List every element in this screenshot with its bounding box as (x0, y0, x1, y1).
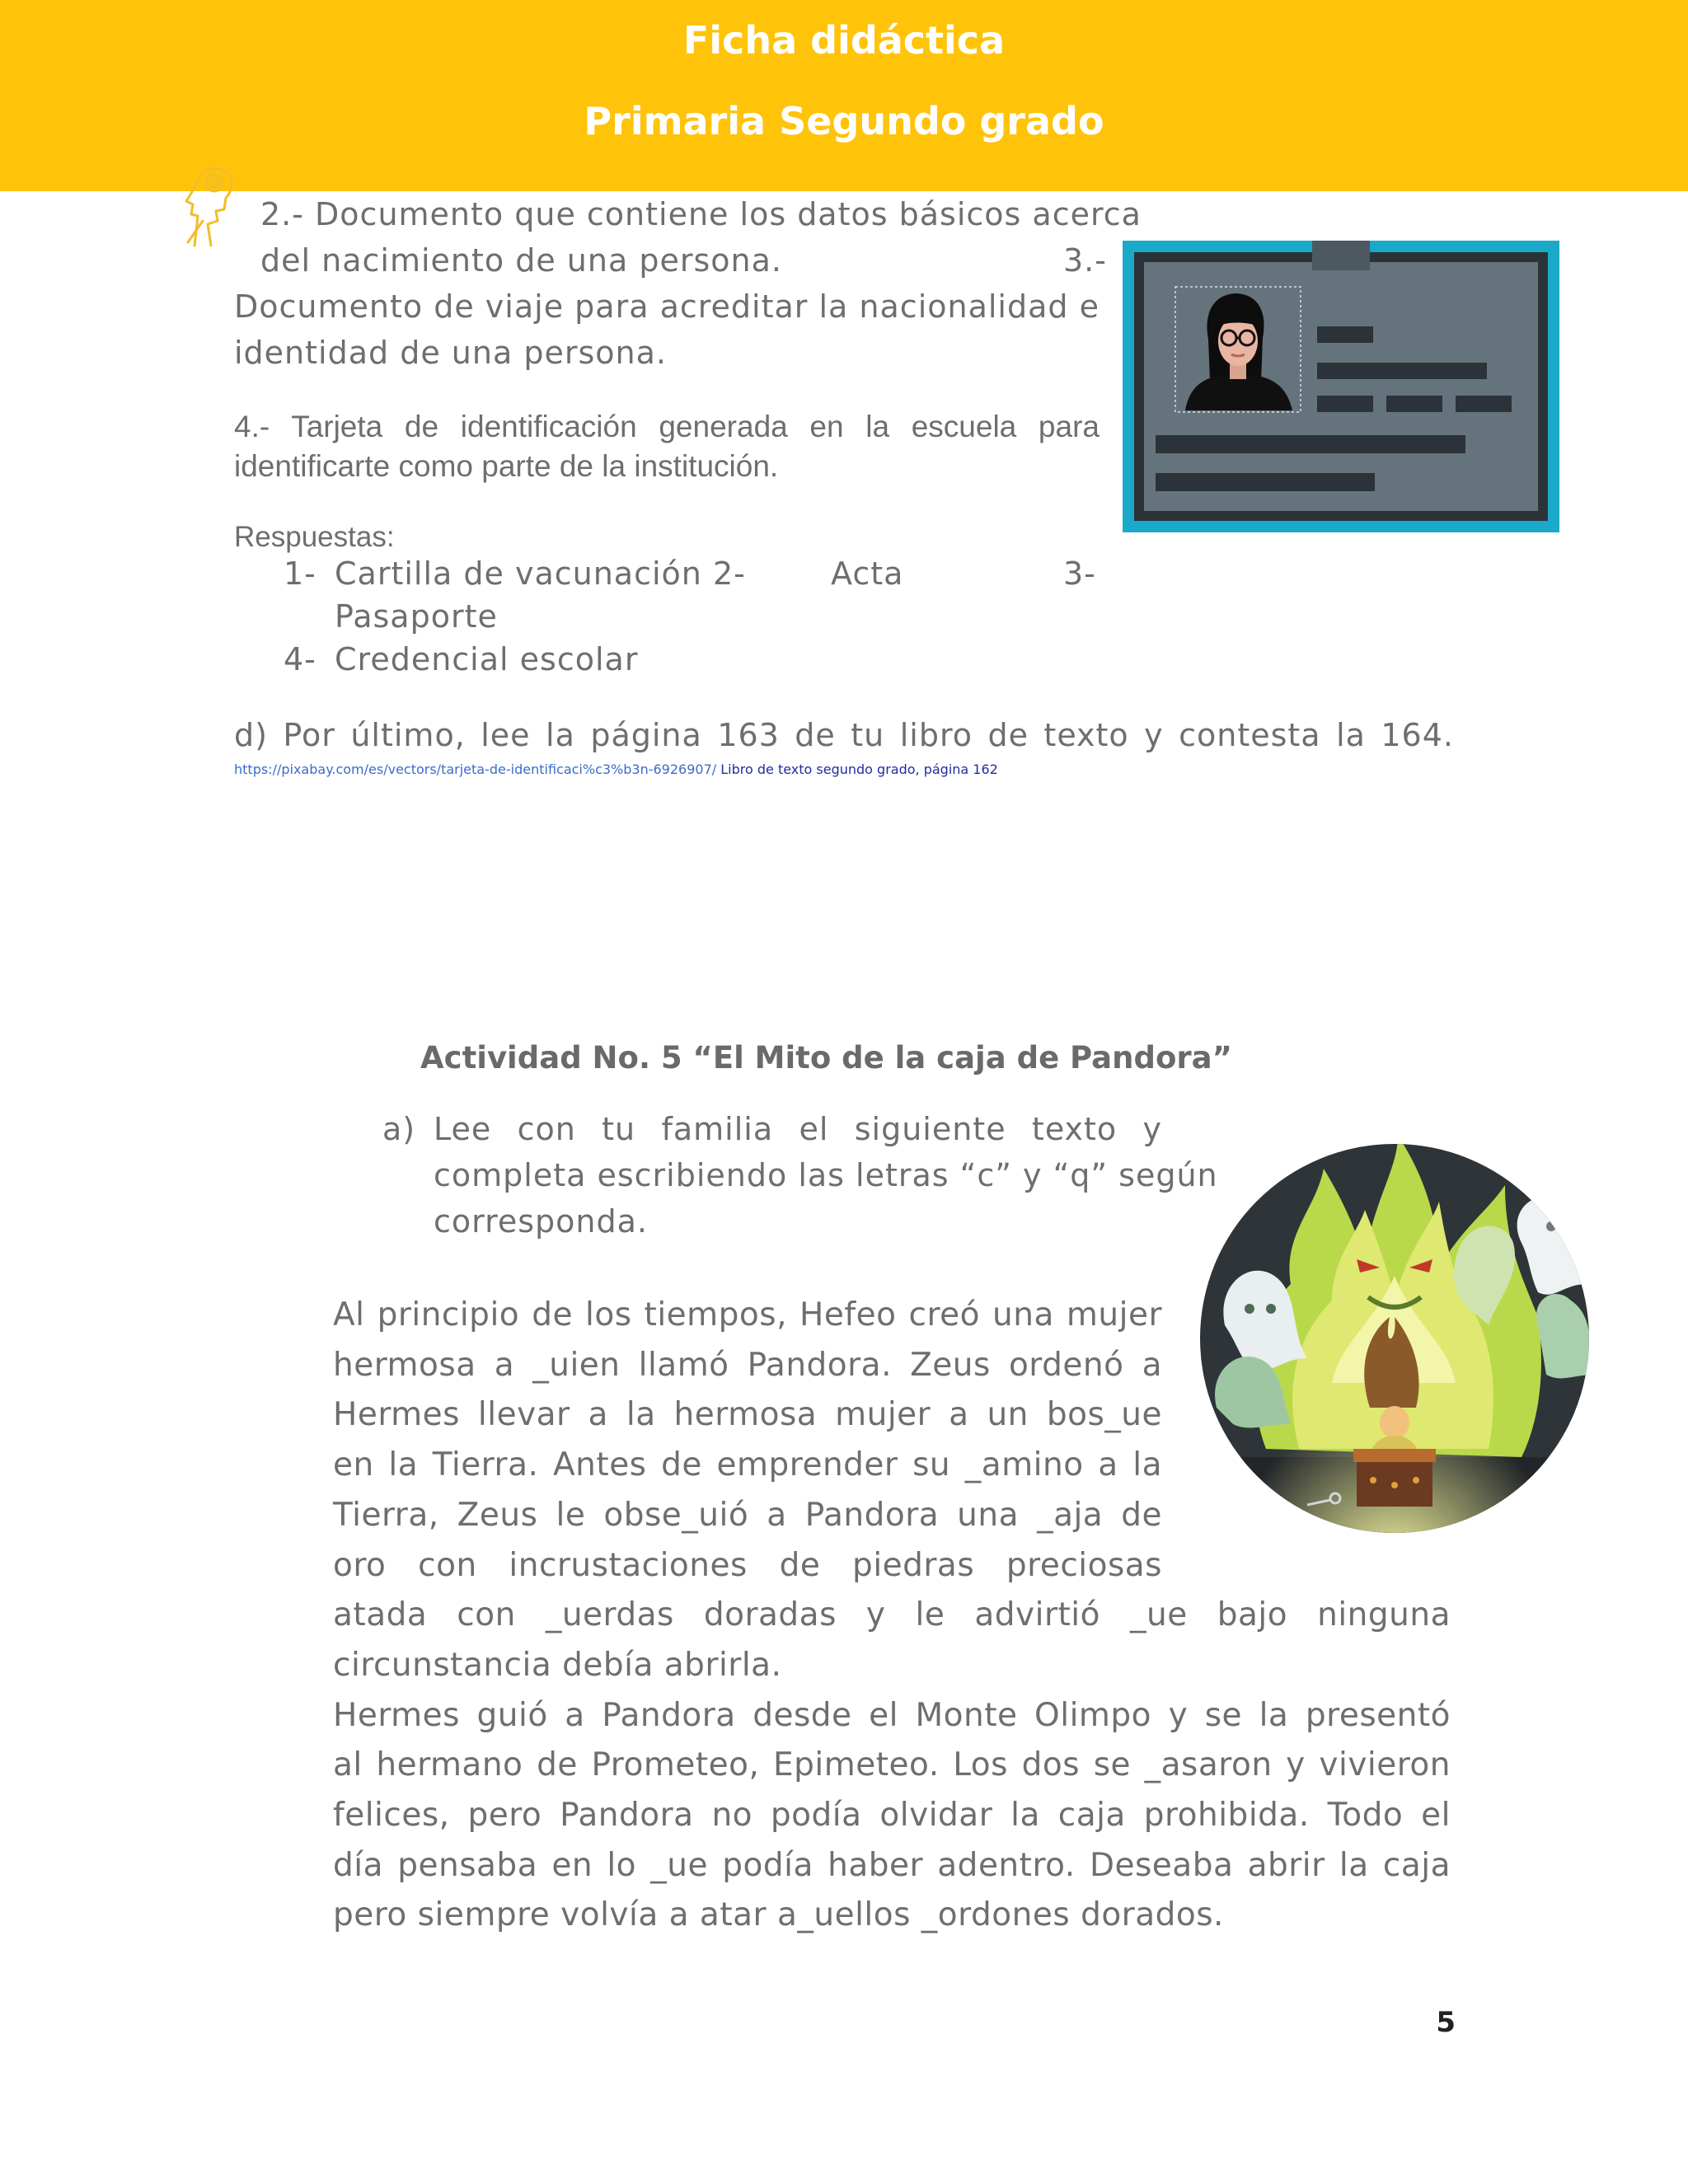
story-line-5: Tierra, Zeus le obse_uió a Pandora una _aja de (333, 1496, 1162, 1534)
head-profile-icon (183, 163, 236, 249)
answer-2-text: Acta (831, 555, 904, 592)
item-3-number: 3.- (1063, 242, 1107, 279)
story-line-4: en la Tierra. Antes de emprender su _amino a la (333, 1446, 1162, 1484)
header-banner (0, 0, 1688, 191)
story-line-7: atada con _uerdas doradas y le advirtió _ue bajo ninguna (333, 1596, 1451, 1634)
answer-3-text: Pasaporte (335, 598, 498, 635)
activity-a-line-3: corresponda. (434, 1203, 649, 1240)
item-4-line-2: identificarte como parte de la institución. (234, 449, 779, 483)
story-line-2: hermosa a _uien llamó Pandora. Zeus ordenó a (333, 1346, 1162, 1384)
item-3-line-2: identidad de una persona. (234, 335, 667, 371)
story-line-12: día pensaba en lo _ue podía haber adentro. Deseaba abrir la caja (333, 1846, 1451, 1884)
story-line-9: Hermes guió a Pandora desde el Monte Olimpo y se la presentó (333, 1696, 1451, 1734)
source-book: Libro de texto segundo grado, página 162 (720, 762, 998, 777)
story-line-1: Al principio de los tiempos, Hefeo creó una mujer (333, 1296, 1162, 1333)
id-card-illustration (1123, 241, 1559, 532)
item-3-line-1: Documento de viaje para acreditar la nacionalidad e (234, 288, 1100, 325)
answer-4-text: Credencial escolar (335, 641, 639, 677)
activity-a-line-1: Lee con tu familia el siguiente texto y (434, 1111, 1162, 1147)
answer-1-number: 1- (284, 555, 316, 592)
source-url-link[interactable]: https://pixabay.com/es/vectors/tarjeta-de-identificaci%c3%b3n-6926907/ (234, 762, 717, 777)
story-line-6: oro con incrustaciones de piedras preciosas (333, 1546, 1162, 1584)
activity-a-label: a) (382, 1111, 416, 1147)
activity-a-line-2: completa escribiendo las letras “c” y “q” según (434, 1157, 1218, 1193)
image-sources (234, 762, 998, 777)
instruction-d: d) Por último, lee la página 163 de tu libro de texto y contesta la 164. (234, 717, 1454, 753)
story-line-11: felices, pero Pandora no podía olvidar la caja prohibida. Todo el (333, 1797, 1451, 1834)
item-4-line-1: 4.- Tarjeta de identificación generada en la escuela para (234, 410, 1100, 443)
page-title: Ficha didáctica (682, 18, 1006, 63)
story-line-3: Hermes llevar a la hermosa mujer a un bos_ue (333, 1396, 1162, 1434)
page-number: 5 (1436, 2006, 1456, 2039)
story-line-10: al hermano de Prometeo, Epimeteo. Los dos se _asaron y vivieron (333, 1746, 1451, 1784)
answer-1-text: Cartilla de vacunación 2- (335, 555, 746, 592)
activity-title: Actividad No. 5 “El Mito de la caja de Pandora” (420, 1040, 1232, 1076)
answers-label: Respuestas: (234, 521, 395, 553)
pandora-box-illustration (1192, 1136, 1599, 1533)
answer-4-number: 4- (284, 641, 316, 677)
story-line-8: circunstancia debía abrirla. (333, 1646, 782, 1684)
answer-3-number: 3- (1063, 555, 1096, 592)
story-line-13: pero siempre volvía a atar a_uellos _ordones dorados. (333, 1896, 1224, 1934)
item-2-line-2: del nacimiento de una persona. (260, 242, 782, 279)
item-2-line-1: 2.- Documento que contiene los datos básicos acerca (260, 196, 1142, 232)
page-subtitle: Primaria Segundo grado (584, 99, 1104, 143)
